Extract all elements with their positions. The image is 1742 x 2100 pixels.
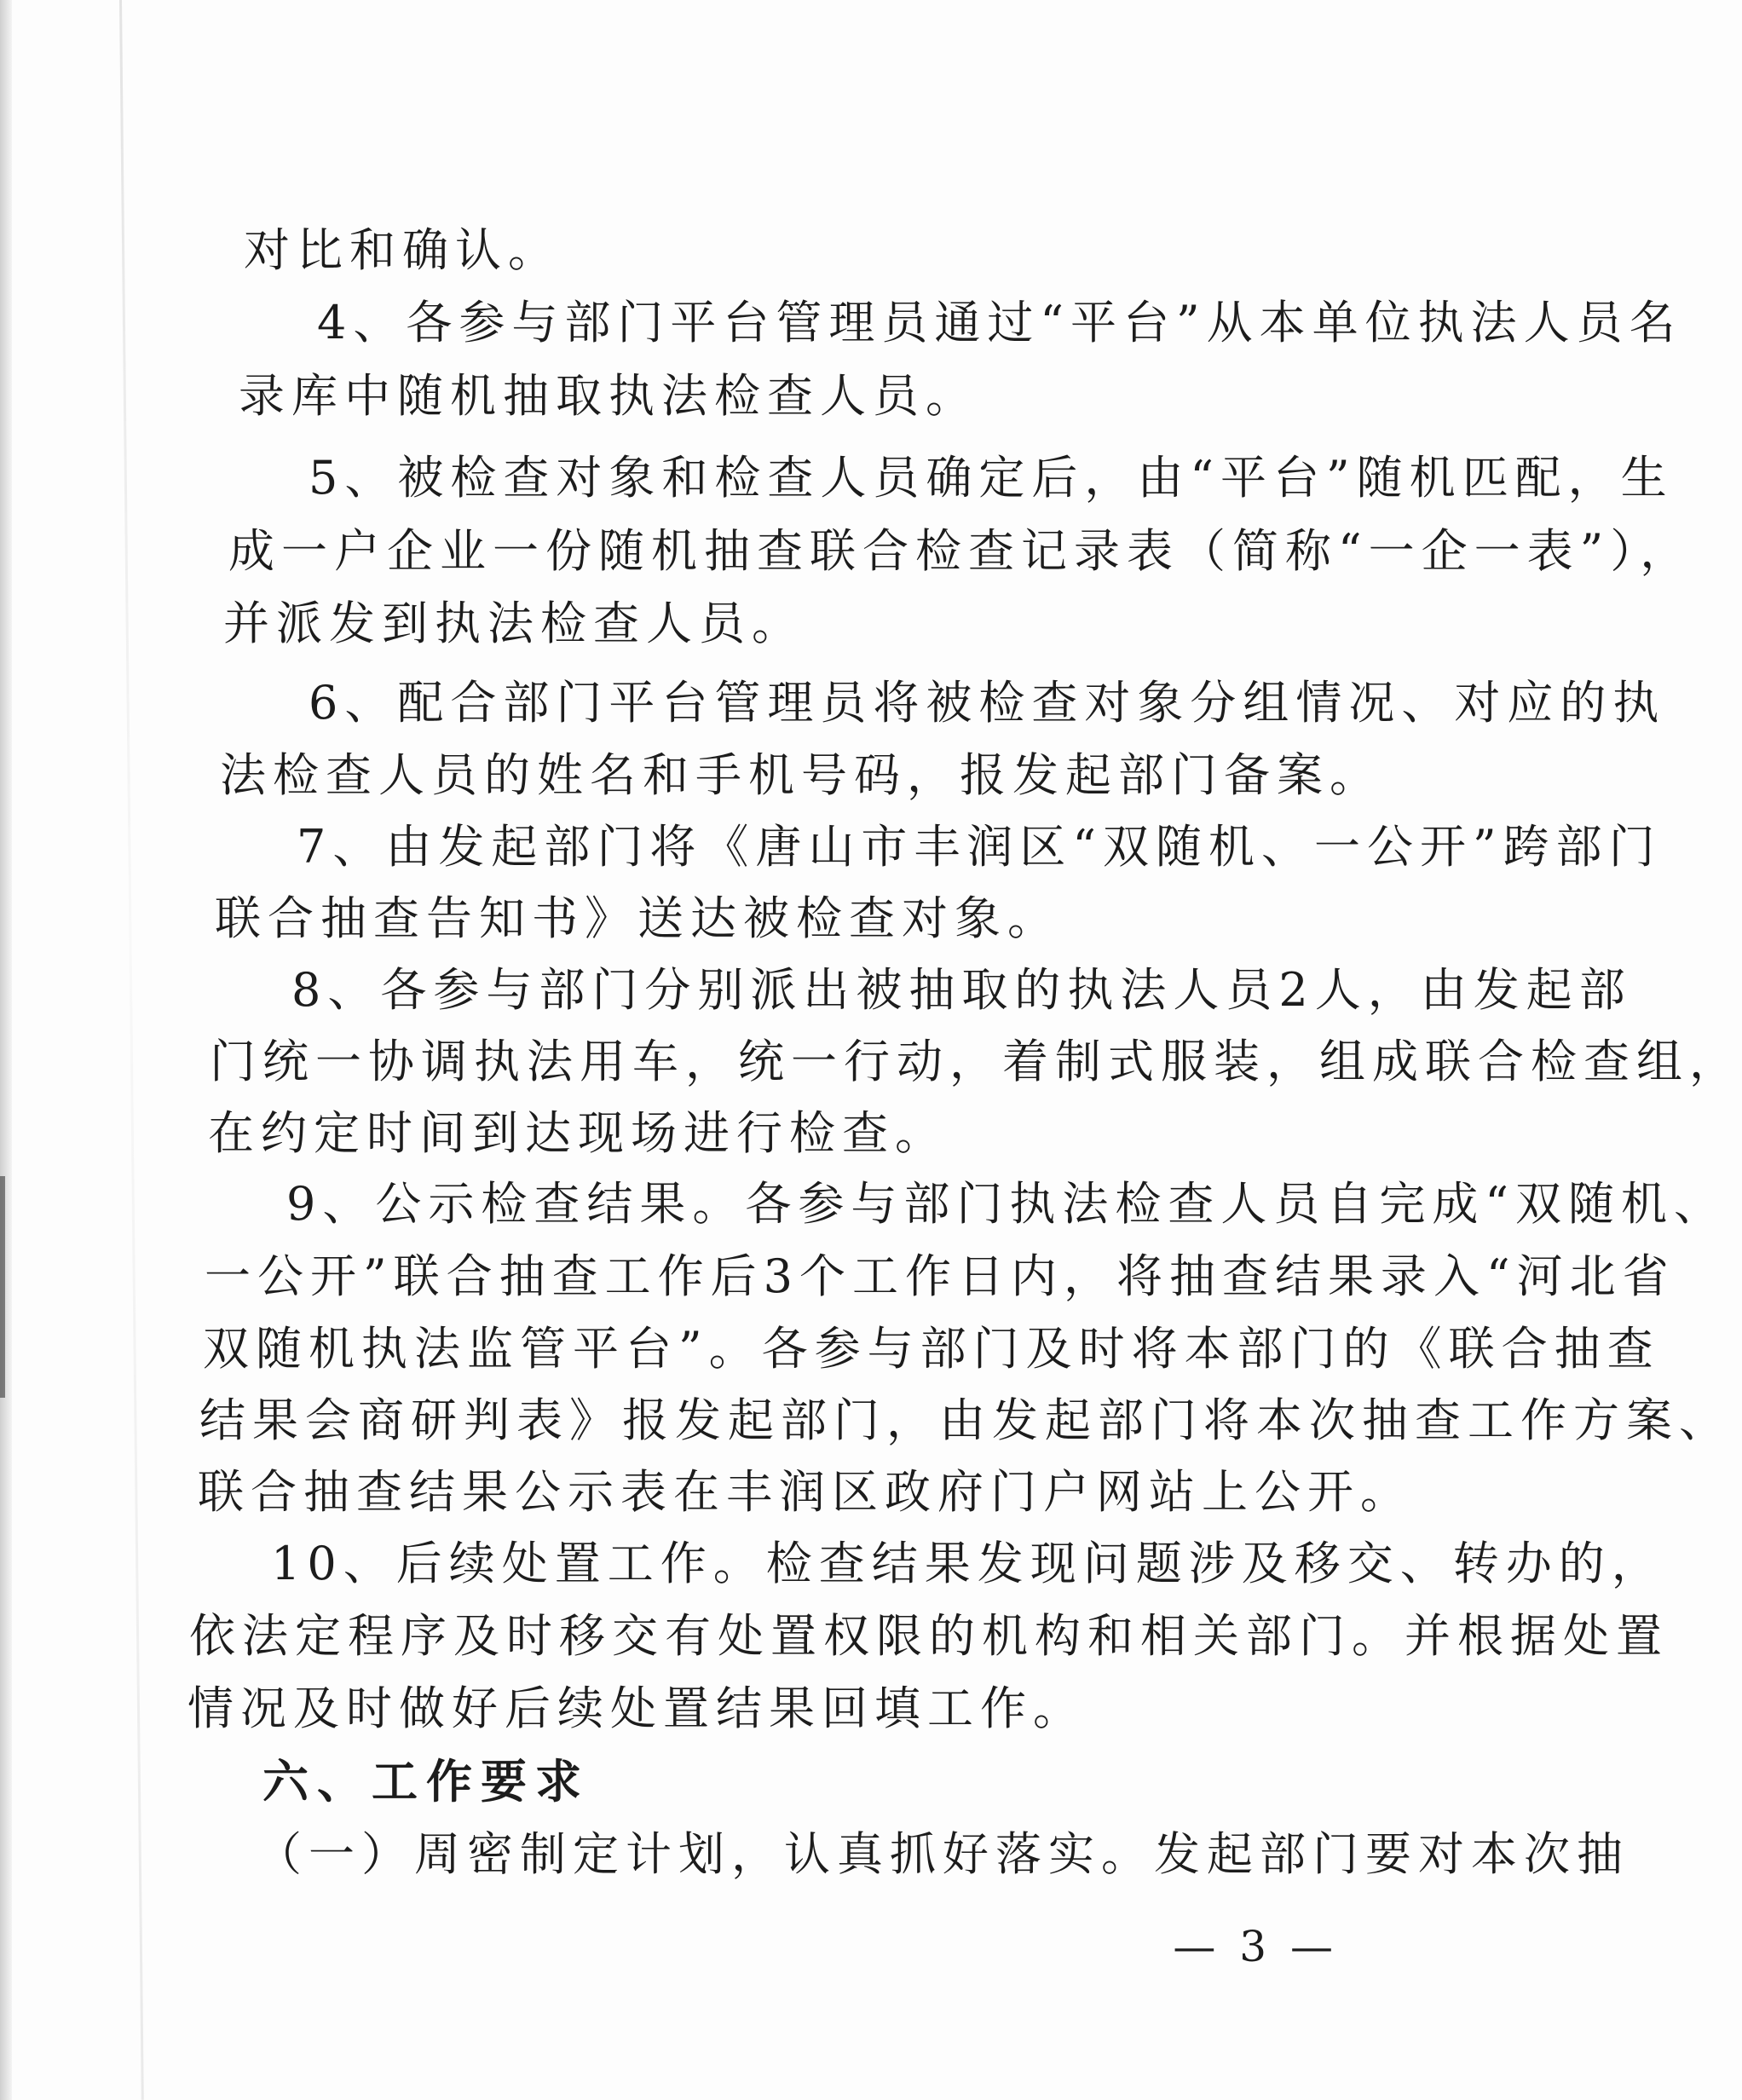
paragraph-line: 9、公示检查结果。各参与部门执法检查人员自完成“双随机、 <box>286 1177 1727 1231</box>
paragraph-line: 门统一协调执法用车，统一行动，着制式服装，组成联合检查组， <box>210 1035 1742 1088</box>
subsection-line: （一）周密制定计划，认真抓好落实。发起部门要对本次抽 <box>256 1827 1630 1881</box>
paragraph-line: 4、各参与部门平台管理员通过“平台”从本单位执法人员名 <box>317 296 1682 349</box>
paragraph-line: 结果会商研判表》报发起部门，由发起部门将本次抽查工作方案、 <box>199 1393 1732 1447</box>
paragraph-line: 成一户企业一份随机抽查联合检查记录表（简称“一企一表”）， <box>228 524 1693 578</box>
paragraph-line: 情况及时做好后续处置结果回填工作。 <box>187 1682 1086 1735</box>
paragraph-line: 双随机执法监管平台”。各参与部门及时将本部门的《联合抽查 <box>203 1322 1660 1376</box>
paragraph-line: 依法定程序及时移交有处置权限的机构和相关部门。并根据处置 <box>189 1609 1669 1663</box>
paragraph-line: 5、被检查对象和检查人员确定后，由“平台”随机匹配，生 <box>309 451 1674 505</box>
paragraph-line: 并派发到执法检查人员。 <box>223 597 805 650</box>
paragraph-line: 6、配合部门平台管理员将被检查对象分组情况、对应的执 <box>309 676 1666 730</box>
paragraph-line: 8、各参与部门分别派出被抽取的执法人员2人，由发起部 <box>291 963 1632 1017</box>
paragraph-line: 法检查人员的姓名和手机号码，报发起部门备案。 <box>220 748 1382 802</box>
section-heading: 六、工作要求 <box>262 1755 590 1809</box>
paragraph-line: 一公开”联合抽查工作后3个工作日内，将抽查结果录入“河北省 <box>205 1249 1676 1303</box>
paragraph-line: 10、后续处置工作。检查结果发现问题涉及移交、转办的， <box>271 1537 1664 1590</box>
paragraph-line: 录库中随机抽取执法检查人员。 <box>239 369 978 423</box>
paragraph-line: 在约定时间到达现场进行检查。 <box>208 1106 948 1160</box>
paragraph-line: 对比和确认。 <box>244 223 561 277</box>
paragraph-line: 7、由发起部门将《唐山市丰润区“双随机、一公开”跨部门 <box>297 820 1662 874</box>
paragraph-line: 联合抽查告知书》送达被检查对象。 <box>215 891 1060 945</box>
page-number: — 3 — <box>1173 1922 1338 1971</box>
paragraph-line: 联合抽查结果公示表在丰润区政府门户网站上公开。 <box>198 1465 1413 1519</box>
